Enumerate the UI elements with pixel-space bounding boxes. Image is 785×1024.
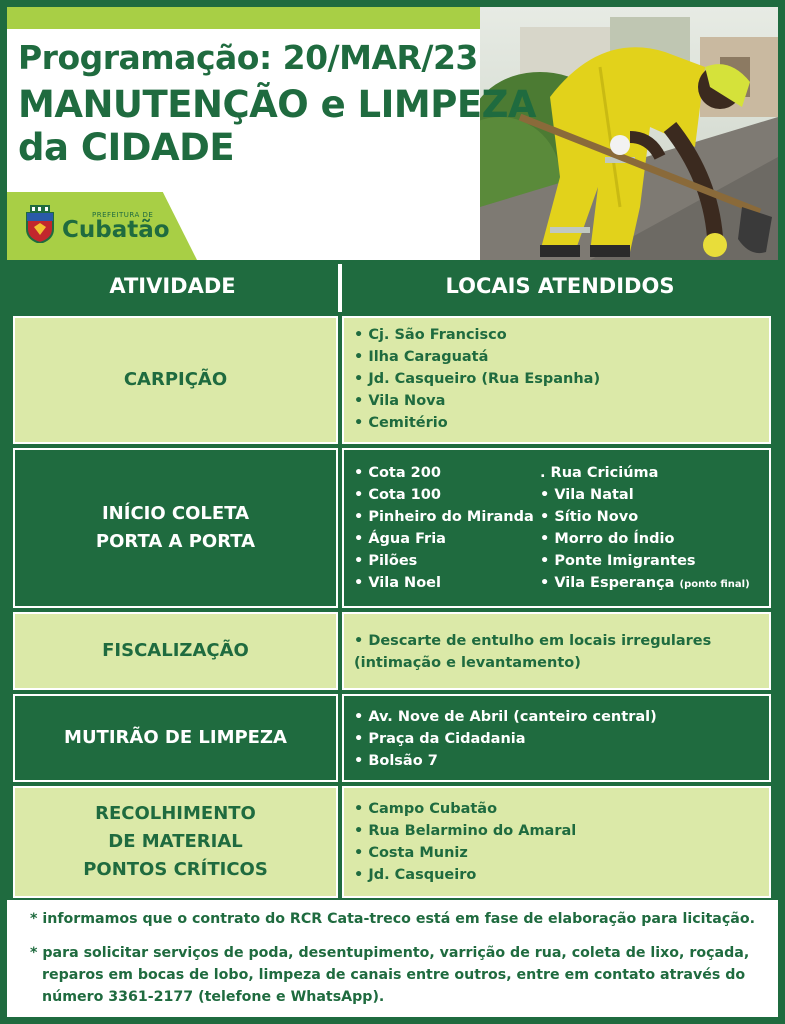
footnote-contact xyxy=(30,942,770,1008)
location-item: • Ilha Caraguatá xyxy=(354,349,489,365)
table-row xyxy=(13,316,771,444)
activity-label: INÍCIO COLETA PORTA A PORTA xyxy=(95,503,256,552)
location-item: • Descarte de entulho em locais irregulares xyxy=(354,633,712,649)
location-note: (ponto final) xyxy=(679,579,750,590)
table-row xyxy=(13,612,771,690)
activity-label: CARPIÇÃO xyxy=(123,369,228,390)
city-crest-icon xyxy=(24,205,56,247)
locations-cell xyxy=(342,448,771,608)
footnote-contact-line3: número 3361-2177 (telefone e WhatsApp). xyxy=(42,989,385,1005)
column-header-locations: LOCAIS ATENDIDOS xyxy=(342,260,778,312)
page-subtitle: da CIDADE xyxy=(18,126,235,169)
column-header-activity: ATIVIDADE xyxy=(7,260,338,312)
activity-label: FISCALIZAÇÃO xyxy=(102,640,249,661)
activity-cell xyxy=(13,448,338,608)
location-item: • Morro do Índio xyxy=(540,531,675,547)
title-block xyxy=(18,38,536,169)
locations-cell xyxy=(342,786,771,898)
location-item: • Jd. Casqueiro (Rua Espanha) xyxy=(354,371,601,387)
activity-label: RECOLHIMENTO DE MATERIAL PONTOS CRÍTICOS xyxy=(83,803,268,880)
location-item: • Praça da Cidadania xyxy=(354,731,526,747)
location-item: • Bolsão 7 xyxy=(354,753,438,769)
location-item: • Pinheiro do Miranda xyxy=(354,509,534,525)
activity-label: MUTIRÃO DE LIMPEZA xyxy=(64,727,287,748)
location-item: • Av. Nove de Abril (canteiro central) xyxy=(354,709,657,725)
location-item: • Cota 200 xyxy=(354,465,441,481)
location-item: • Rua Belarmino do Amaral xyxy=(354,823,577,839)
location-item-last xyxy=(540,572,750,596)
location-item: • Cemitério xyxy=(354,415,448,431)
location-item: • Cota 100 xyxy=(354,487,441,503)
table-row xyxy=(13,448,771,608)
page-title: MANUTENÇÃO e LIMPEZA xyxy=(18,83,537,126)
location-item: • Água Fria xyxy=(354,531,446,547)
location-item: • Vila Noel xyxy=(354,575,441,591)
logo-prefeitura-text: PREFEITURA DE xyxy=(92,211,154,219)
locations-cell xyxy=(342,612,771,690)
location-item: • Vila Natal xyxy=(540,487,634,503)
location-item: • Ponte Imigrantes xyxy=(540,553,696,569)
location-item: • Jd. Casqueiro xyxy=(354,867,477,883)
location-item: • Pilões xyxy=(354,553,418,569)
city-logo xyxy=(24,205,170,247)
footnote-contact-line1: * para solicitar serviços de poda, desentupimento, varrição de rua, coleta de lixo, roçada, xyxy=(30,945,750,961)
logo-city-name: Cubatão xyxy=(62,217,170,243)
schedule-date: Programação: 20/MAR/23 xyxy=(18,38,478,77)
location-item: • Sítio Novo xyxy=(540,509,639,525)
locations-cell xyxy=(342,694,771,782)
activity-cell xyxy=(13,694,338,782)
footnote-contact-line2: reparos em bocas de lobo, limpeza de canais entre outros, entre em contato através do xyxy=(42,967,746,983)
footnote-contract: * informamos que o contrato do RCR Cata-treco está em fase de elaboração para licitação. xyxy=(30,911,755,927)
location-item: • Costa Muniz xyxy=(354,845,468,861)
location-item: (intimação e levantamento) xyxy=(354,655,581,671)
locations-cell xyxy=(342,316,771,444)
table-row xyxy=(13,694,771,782)
location-item: . Rua Criciúma xyxy=(540,465,659,481)
location-item: • Cj. São Francisco xyxy=(354,327,507,343)
activity-cell xyxy=(13,316,338,444)
location-item: • Vila Nova xyxy=(354,393,446,409)
table-row xyxy=(13,786,771,898)
location-item-text: • Vila Esperança xyxy=(540,575,675,591)
activity-cell xyxy=(13,786,338,898)
location-item: • Campo Cubatão xyxy=(354,801,498,817)
footer-notes xyxy=(30,908,770,1008)
activity-cell xyxy=(13,612,338,690)
